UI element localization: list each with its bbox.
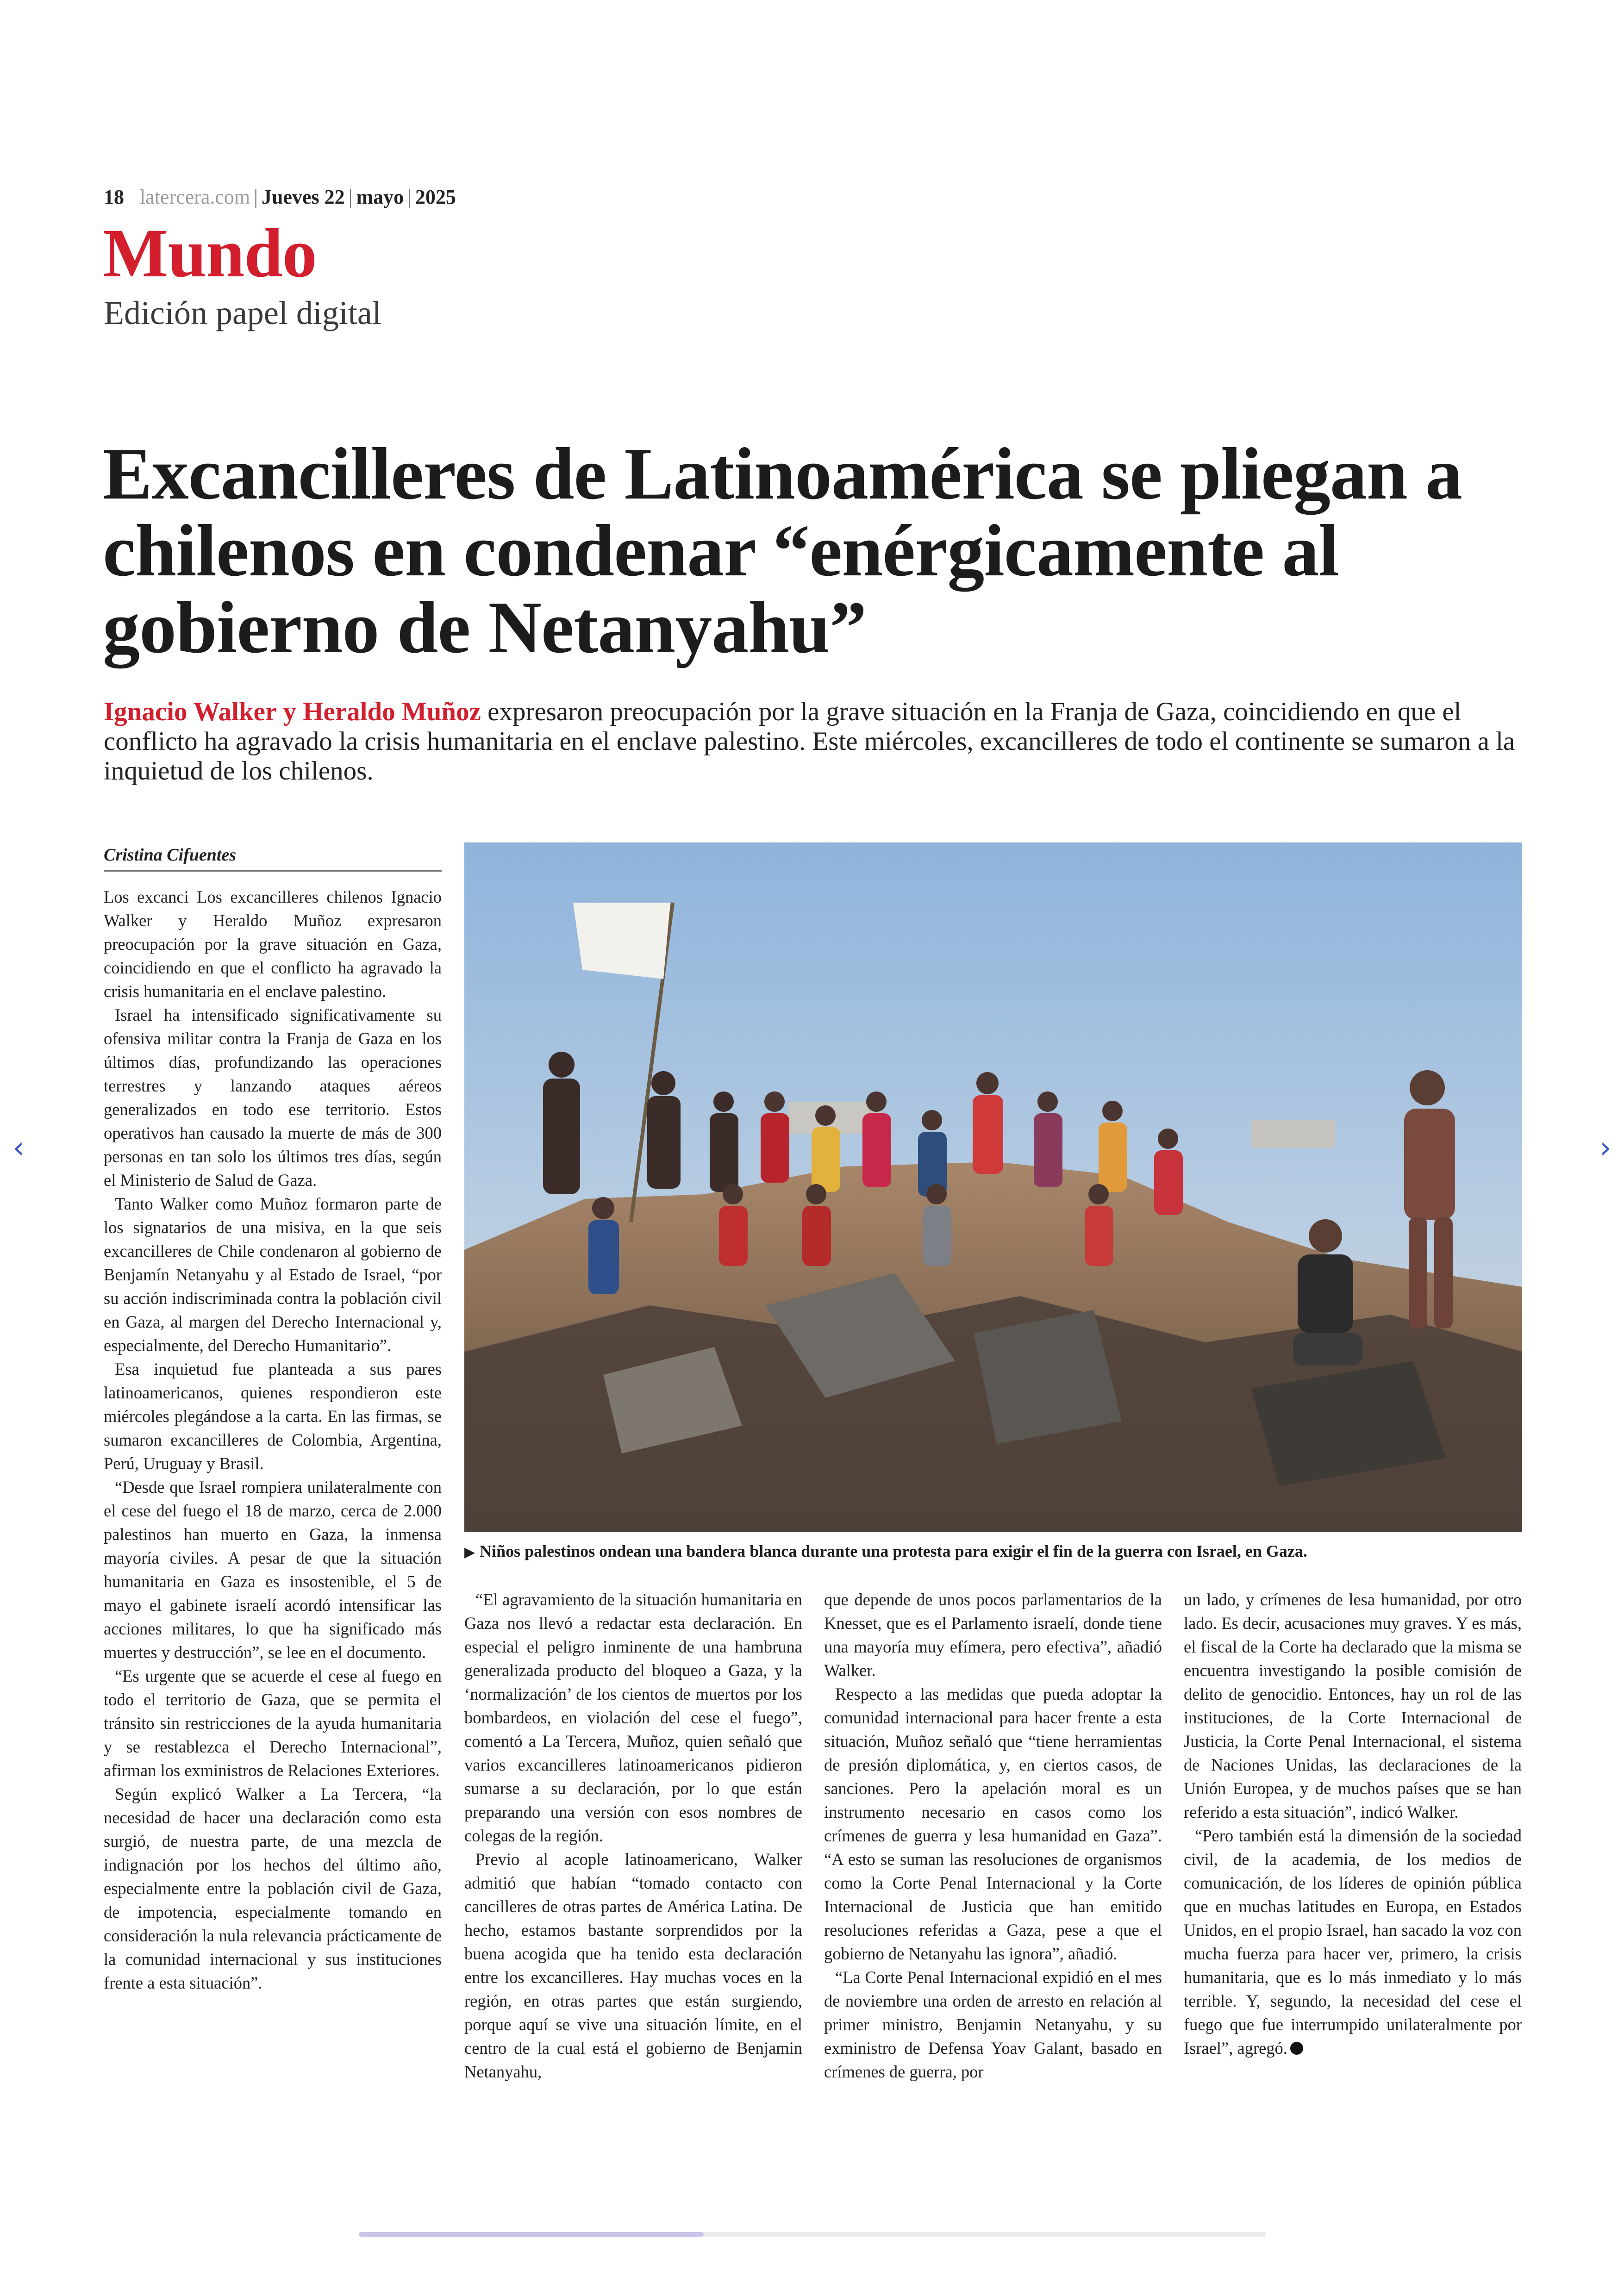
issue-month: mayo bbox=[356, 186, 404, 208]
paragraph: Tanto Walker como Muñoz formaron parte de los signatarios de una misiva, en la que seis excancilleres de Chile condenaron al gobierno de Benjamín Netanyahu y al Estado de Israel, “por su acción indiscriminada contra la población civil en Gaza, al margen del Derecho Internacional y, especialmente, del Derecho Humanitario”. bbox=[104, 1194, 442, 1355]
byline: Cristina Cifuentes bbox=[104, 845, 237, 865]
end-of-article-icon bbox=[1290, 2042, 1303, 2055]
page-progress-fill bbox=[359, 2232, 704, 2237]
page-header-line: 18 latercera.com | Jueves 22 | mayo | 2025 bbox=[104, 186, 456, 208]
article-lead bbox=[104, 697, 1530, 786]
paragraph: Previo al acople latinoamericano, Walker admitió que habían “tomado contacto con cancilleres de otras partes de América Latina. De hecho, estamos bastante sorprendidos por la buena acogida que ha tenido esta declaración entre los excancilleres. Hay muchas voces en la región, en otras partes que están surgiendo, porque aquí se vive una situación límite, en el centro de la cual está el gobierno de Benjamin Netanyahu, bbox=[464, 1850, 802, 2081]
article-headline: Excancilleres de Latinoamérica se pliegan a chilenos en condenar “enérgicamente al gobierno de Netanyahu” bbox=[103, 432, 1462, 668]
photo-caption bbox=[464, 1541, 1529, 1561]
paragraph: Respecto a las medidas que pueda adoptar la comunidad internacional para hacer frente a esta situación, Muñoz señaló que “tiene herramientas de presión diplomática, y, en ciertos casos, de sanciones. Pero la apelación moral es un instrumento necesario en casos como los crímenes de guerra y lesa humanidad en Gaza”. “A esto se suman las resoluciones de organismos como la Corte Penal Internacional y la Corte Internacional de Justicia que han emitido resoluciones referidas a Gaza, pese a que el gobierno de Netanyahu las ignora”, añadió. bbox=[824, 1684, 1162, 1963]
paragraph-text: “Pero también está la dimensión de la sociedad civil, de la academia, de los medios de comunicación, de los líderes de opinión pública que en muchas latitudes en Europa, en Estados Unidos, en el propio Israel, han sacado la voz con mucha fuerza para hacer ver, primero, la crisis humanitaria, que es lo más inmediato y lo más terrible. Y, segundo, la necesidad del cese el fuego que fue interrumpido unilateralmente por Israel”, agregó. bbox=[1184, 1826, 1522, 2058]
paragraph: “El agravamiento de la situación humanitaria en Gaza nos llevó a redactar esta declaración. En especial el peligro inminente de una hambruna generalizada producto del bloqueo a Gaza, y la ‘normalización’ de los cientos de muertos por los bombardeos, en violación del cese el fuego”, comentó a La Tercera, Muñoz, quien señaló que varios excancilleres latinoamericanos pidieron sumarse a su declaración, por lo que están preparando una versión con esos nombres de colegas de la región. bbox=[464, 1590, 802, 1845]
issue-day: Jueves 22 bbox=[261, 186, 345, 208]
paragraph: Los excanci Los excancilleres chilenos Ignacio Walker y Heraldo Muñoz expresaron preocupación por la grave situación en Gaza, coincidiendo en que el conflicto ha agravado la crisis humanitaria en el enclave palestino. bbox=[104, 887, 442, 1001]
section-title: Mundo bbox=[103, 215, 317, 292]
edition-label: Edición papel digital bbox=[104, 294, 381, 331]
paragraph bbox=[1184, 1824, 1522, 2060]
paragraph: “Es urgente que se acuerde el cese al fuego en todo el territorio de Gaza, que se permita el tránsito sin restricciones de la ayuda humanitaria y se restablezca el Derecho Internacional”, afirman los exministros de Relaciones Exteriores. bbox=[104, 1666, 442, 1780]
chevron-right-icon[interactable]: › bbox=[1599, 1131, 1612, 1165]
caption-arrow-icon: ▶ bbox=[464, 1545, 475, 1560]
paragraph: Según explicó Walker a La Tercera, “la necesidad de hacer una declaración como esta surgió, de nuestra parte, de una mezcla de indignación por los hechos del último año, especialmente entre la población civil de Gaza, de impotencia, especialmente tomando en consideración la nula relevancia prácticamente de la comunidad internacional y sus instituciones frente a esta situación”. bbox=[104, 1784, 442, 1992]
page-progress-bar[interactable] bbox=[359, 2232, 1266, 2237]
article-column-3 bbox=[824, 1588, 1162, 2083]
paragraph: “Desde que Israel rompiera unilateralmente con el cese del fuego el 18 de marzo, cerca de 2.000 palestinos han muerto en Gaza, la inmensa mayoría civiles. A pesar de que la situación humanitaria en Gaza es insostenible, el 5 de mayo el gabinete israelí acordó intensificar las acciones militares, lo que ha significado más muertes y destrucción”, se lee en el documento. bbox=[104, 1478, 442, 1662]
lead-text: expresaron preocupación por la grave situación en la Franja de Gaza, coincidiendo en que el conflicto ha agravado la crisis humanitaria en el enclave palestino. Este miércoles, excancilleres de todo el continente se sumaron a la inquietud de los chilenos. bbox=[104, 697, 1515, 786]
article-column-2 bbox=[464, 1588, 802, 2083]
photo-caption-text: Niños palestinos ondean una bandera blanca durante una protesta para exigir el fin de la guerra con Israel, en Gaza. bbox=[480, 1542, 1307, 1560]
paragraph: Israel ha intensificado significativamente su ofensiva militar contra la Franja de Gaza en los últimos días, profundizando las operaciones terrestres y lanzando ataques aéreos generalizados en todo ese territorio. Estos operativos han causado la muerte de más de 300 personas en tan solo los últimos tres días, según el Ministerio de Salud de Gaza. bbox=[104, 1005, 442, 1190]
byline-rule bbox=[104, 870, 442, 872]
paragraph: un lado, y crímenes de lesa humanidad, por otro lado. Es decir, acusaciones muy graves. Y es más, el fiscal de la Corte ha declarado que la misma se encuentra investigando la posible comisión de delito de genocidio. Entonces, hay un rol de las instituciones, de la Corte Internacional de Justicia, la Corte Penal Internacional, el sistema de Naciones Unidas, las declaraciones de la Unión Europea, y de muchos países que se han referido a esta situación”, indicó Walker. bbox=[1184, 1590, 1522, 1821]
issue-year: 2025 bbox=[415, 186, 456, 208]
article-column-4 bbox=[1184, 1588, 1522, 2060]
article-column-1 bbox=[104, 885, 442, 1995]
paragraph: Esa inquietud fue planteada a sus pares latinoamericanos, quienes respondieron este miércoles plegándose a la carta. En las firmas, se sumaron excancilleres de Colombia, Argentina, Perú, Uruguay y Brasil. bbox=[104, 1360, 442, 1473]
paragraph: “La Corte Penal Internacional expidió en el mes de noviembre una orden de arresto en relación al primer ministro, Benjamin Netanyahu, y su exministro de Defensa Yoav Galant, basado en crímenes de guerra, por bbox=[824, 1968, 1162, 2081]
chevron-left-icon[interactable]: ‹ bbox=[12, 1131, 25, 1165]
site-name: latercera.com bbox=[140, 186, 250, 208]
lead-names: Ignacio Walker y Heraldo Muñoz bbox=[104, 697, 481, 726]
paragraph: que depende de unos pocos parlamentarios de la Knesset, que es el Parlamento israelí, donde tiene una mayoría muy efímera, pero efectiva”, añadió Walker. bbox=[824, 1590, 1162, 1680]
article-photo bbox=[464, 842, 1522, 1532]
page-number: 18 bbox=[104, 186, 124, 208]
